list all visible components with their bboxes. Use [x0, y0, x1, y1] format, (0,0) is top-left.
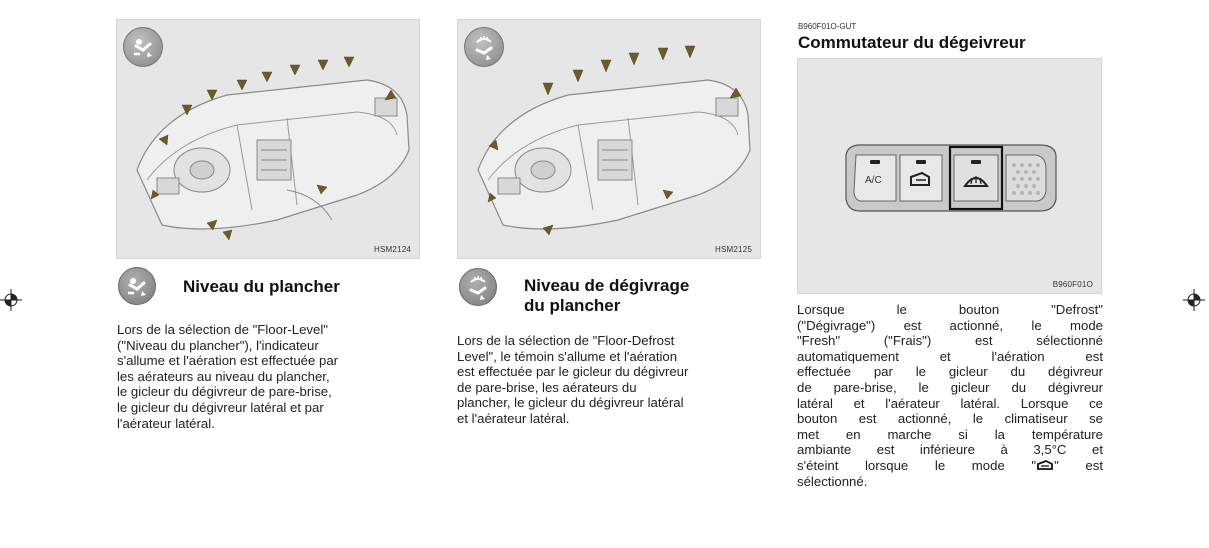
- section-body: [797, 302, 1103, 489]
- body-line: plancher, le gicleur du dégivreur latéral: [457, 395, 684, 411]
- floor-defrost-figure-icon: [464, 27, 504, 67]
- body-line: de pare-brise, les aérateurs du: [457, 379, 637, 395]
- figure-code: HSM2125: [715, 245, 752, 254]
- body-line: effectuée par le gicleur du dégivreur: [797, 364, 1103, 380]
- body-line: ("Dégivrage") est actionné, le mode: [797, 317, 1103, 333]
- body-line: sélectionné.: [797, 473, 868, 489]
- body-line: et l'aérateur latéral.: [457, 410, 570, 426]
- figure-code: HSM2124: [374, 245, 411, 254]
- heading-line: du plancher: [524, 296, 621, 315]
- body-line: ambiante est inférieure à 3,5°C et: [797, 442, 1103, 458]
- dashboard-floor-illustration: [117, 20, 419, 258]
- section-heading: Commutateur du dégeivreur: [798, 33, 1026, 52]
- section-heading: Niveau du plancher: [183, 277, 340, 296]
- figure-code: B960F01O: [1052, 280, 1093, 289]
- heading-line: Niveau de dégivrage: [524, 276, 690, 295]
- body-line: l'aérateur latéral.: [117, 415, 215, 431]
- section-heading: [524, 276, 689, 316]
- body-line: bouton est actionné, le climatiseur se: [797, 411, 1103, 427]
- body-line-with-icon: [797, 458, 1103, 474]
- dashboard-floor-figure: [116, 19, 420, 259]
- body-line: automatiquement et l'aération est: [797, 348, 1103, 364]
- registration-mark-left: [0, 289, 22, 311]
- body-line: de pare-brise, le gicleur du dégivreur: [797, 379, 1103, 395]
- body-line: ("Niveau du plancher"), l'indicateur: [117, 337, 319, 353]
- ac-label: A/C: [865, 175, 882, 186]
- body-line: Lors de la sélection de "Floor-Level": [117, 322, 328, 337]
- dashboard-floor-defrost-figure: [457, 19, 761, 259]
- defrost-switch-figure: [797, 58, 1102, 294]
- floor-defrost-icon: [459, 268, 497, 306]
- fresh-air-mode-icon: [1036, 459, 1054, 471]
- defrost-switch-panel: [798, 59, 1101, 293]
- body-line: latéral et l'aérateur latéral. Lorsque ce: [797, 395, 1103, 411]
- section-code: B960F01O-GUT: [798, 22, 857, 31]
- dashboard-floor-defrost-illustration: [458, 20, 760, 258]
- section-body: [117, 322, 422, 431]
- body-line: Lorsque le bouton "Defrost": [797, 302, 1103, 317]
- body-line: met en marche si la température: [797, 426, 1103, 442]
- body-line: "Fresh" ("Frais") est sélectionné: [797, 333, 1103, 349]
- body-line: Lors de la sélection de "Floor-Defrost: [457, 333, 675, 348]
- floor-vent-icon: [118, 267, 156, 305]
- body-line: est effectuée par le gicleur du dégivreur: [457, 364, 689, 380]
- body-line: le gicleur du dégivreur latéral et par: [117, 399, 324, 415]
- registration-mark-right: [1183, 289, 1205, 311]
- section-body: [457, 333, 762, 427]
- body-line: les aérateurs au niveau du plancher,: [117, 368, 330, 384]
- body-text-fragment: s'éteint lorsque le mode ": [797, 457, 1037, 473]
- body-text-fragment: " est: [1054, 457, 1103, 473]
- body-line: s'allume et l'aération est effectuée par: [117, 353, 339, 369]
- body-line: Level", le témoin s'allume et l'aération: [457, 348, 678, 364]
- body-line: le gicleur du dégivreur de pare-brise,: [117, 384, 332, 400]
- floor-vent-figure-icon: [123, 27, 163, 67]
